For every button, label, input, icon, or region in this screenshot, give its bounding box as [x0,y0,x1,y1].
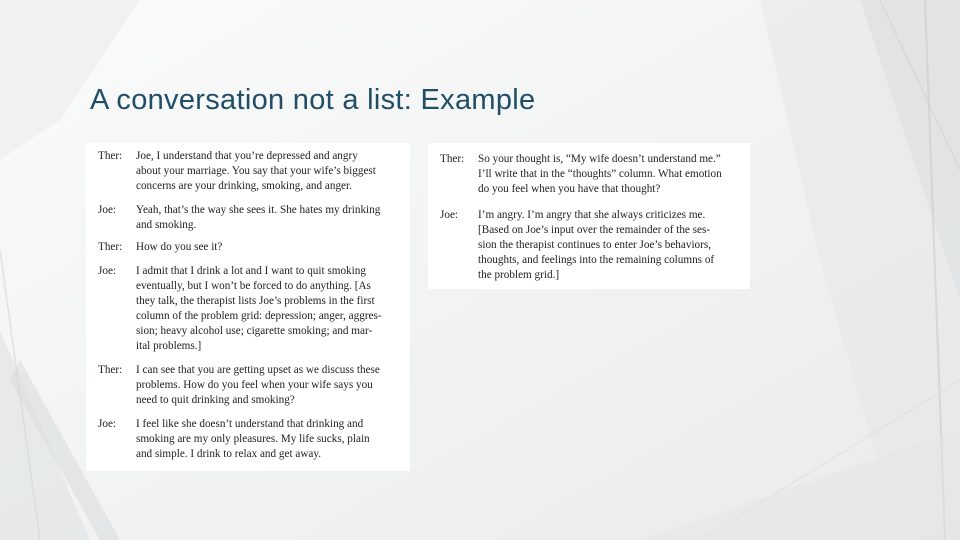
dialogue-line: sion; heavy alcohol use; cigarette smoking; and mar- [136,324,373,337]
dialogue-text [478,208,746,283]
dialogue-line: about your marriage. You say that your wife’s biggest [136,164,376,177]
dialogue-line: I can see that you are getting upset as we discuss these [136,364,380,376]
dialogue-line: smoking are my only pleasures. My life sucks, plain [136,432,370,445]
dialogue-line: ital problems.] [136,339,202,352]
dialogue-line: I’ll write that in the “thoughts” column. What emotion [478,167,722,180]
dialogue-text [136,149,406,194]
slide-title: A conversation not a list: Example [90,84,536,116]
dialogue-text [136,363,406,408]
dialogue-line: Yeah, that’s the way she sees it. She hates my drinking [136,204,381,216]
dialogue-panel-right [428,143,750,289]
dialogue-text [136,240,406,255]
speaker-label: Ther: [98,150,123,162]
dialogue-text [136,264,406,353]
dialogue-line: need to quit drinking and smoking? [136,393,295,406]
dialogue-line: Joe, I understand that you’re depressed and angry [136,150,358,162]
speaker-label: Joe: [98,204,117,216]
dialogue-line: and smoking. [136,218,197,231]
dialogue-text [136,417,406,462]
dialogue-line: thoughts, and feelings into the remaining columns of [478,253,715,266]
dialogue-line: [Based on Joe’s input over the remainder of the ses- [478,223,711,236]
dialogue-line: the problem grid.] [478,268,560,281]
speaker-label: Ther: [98,241,123,253]
dialogue-line: column of the problem grid: depression; anger, aggres- [136,309,382,322]
dialogue-line: So your thought is, “My wife doesn’t understand me.” [478,153,721,165]
dialogue-line: I admit that I drink a lot and I want to quit smoking [136,265,366,277]
dialogue-panel-left [86,143,410,471]
dialogue-line: they talk, the therapist lists Joe’s problems in the first [136,294,375,307]
speaker-label: Joe: [440,209,459,221]
speaker-label: Joe: [98,418,117,430]
dialogue-text [136,203,406,233]
dialogue-line: How do you see it? [136,241,223,253]
dialogue-line: sion the therapist continues to enter Joe’s behaviors, [478,238,712,251]
dialogue-line: eventually, but I won’t be forced to do anything. [As [136,279,371,292]
speaker-label: Ther: [440,153,465,165]
dialogue-line: I’m angry. I’m angry that she always criticizes me. [478,209,706,221]
dialogue-line: do you feel when you have that thought? [478,182,661,195]
dialogue-line: problems. How do you feel when your wife says you [136,378,373,391]
dialogue-line: I feel like she doesn’t understand that drinking and [136,418,364,430]
speaker-label: Ther: [98,364,123,376]
dialogue-text [478,152,746,197]
dialogue-line: concerns are your drinking, smoking, and anger. [136,179,352,192]
speaker-label: Joe: [98,265,117,277]
dialogue-line: and simple. I drink to relax and get away. [136,447,322,460]
